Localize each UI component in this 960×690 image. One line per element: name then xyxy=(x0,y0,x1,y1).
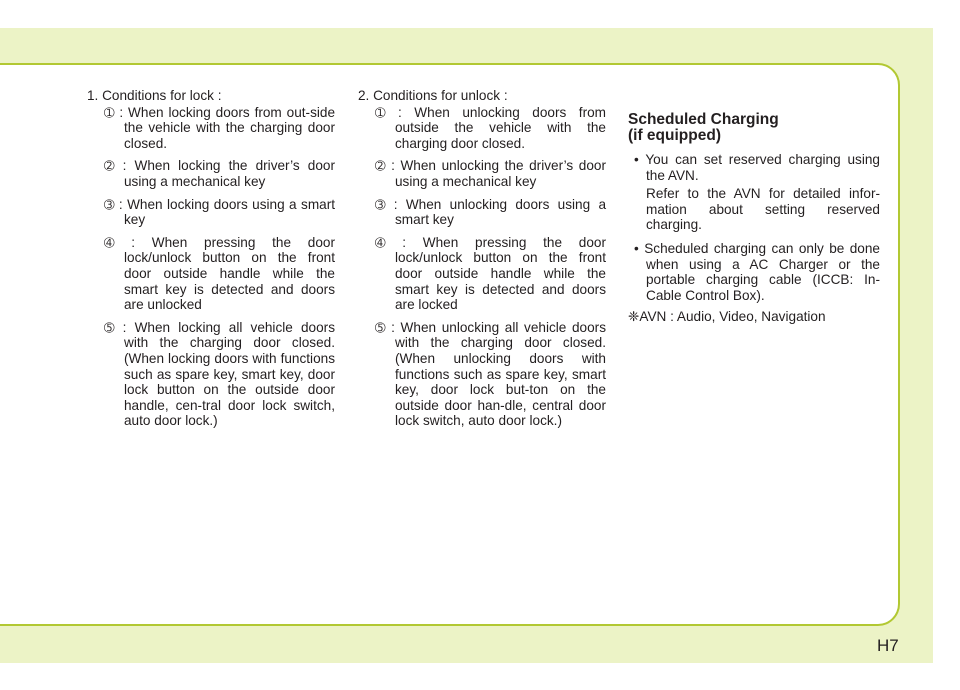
unlock-condition-item xyxy=(358,158,606,189)
unlock-condition-item xyxy=(358,105,606,152)
unlock-condition-item xyxy=(358,197,606,228)
unlock-condition-text: : When unlocking doors from outside the vehicle with the charging door closed. xyxy=(395,104,606,151)
lock-condition-text: : When locking doors using a smart key xyxy=(118,196,336,228)
section-heading xyxy=(628,112,880,144)
unlock-condition-item xyxy=(358,320,606,429)
section-heading-line1: Scheduled Charging xyxy=(628,111,779,128)
circled-number: ➀ xyxy=(104,104,115,120)
lock-conditions-title: 1. Conditions for lock : xyxy=(87,88,222,103)
lock-condition-text: : When locking doors from out-side the vehicle with the charging door closed. xyxy=(119,104,336,151)
lock-condition-item xyxy=(87,320,335,429)
lock-condition-text: : When locking the driver’s door using a mechanical key xyxy=(122,158,335,189)
lock-condition-item xyxy=(87,197,335,228)
unlock-condition-text: : When unlocking doors using a smart key xyxy=(393,196,607,228)
unlock-condition-text: : When unlocking all vehicle doors with the charging door closed. (When unlocking doors with functions such as spare key, smart key, door lock but-ton on the outside door han-dle, central door lock switch, auto door lock.) xyxy=(391,319,607,429)
unlock-condition-item xyxy=(358,235,606,313)
unlock-condition-text: : When unlocking the driver’s door using a mechanical key xyxy=(391,158,606,189)
unlock-condition-text: : When pressing the door lock/unlock button on the front door outside handle while the smart key is detected and doors are locked xyxy=(395,234,606,313)
lock-condition-item xyxy=(87,158,335,189)
circled-number: ➄ xyxy=(104,319,115,335)
lock-condition-item xyxy=(87,235,335,313)
lock-condition-item xyxy=(87,105,335,152)
lock-conditions-column xyxy=(87,88,335,436)
circled-number: ➀ xyxy=(375,104,386,120)
circled-number: ➁ xyxy=(375,158,386,174)
circled-number: ➂ xyxy=(375,196,386,212)
bullet-item: • You can set reserved charging using the AVN. xyxy=(634,152,880,183)
circled-number: ➂ xyxy=(104,196,115,212)
note-symbol-icon: ❈ xyxy=(628,309,640,325)
circled-number: ➁ xyxy=(104,158,115,174)
page-number: H7 xyxy=(877,636,899,655)
section-heading-line2: (if equipped) xyxy=(628,127,721,144)
circled-number: ➄ xyxy=(375,319,386,335)
bullet-subtext: Refer to the AVN for detailed infor-mation about setting reserved charging. xyxy=(646,186,880,233)
bullet-text: Scheduled charging can only be done when using a AC Charger or the portable charging cable (ICCB: In-Cable Control Box). xyxy=(644,240,880,303)
abbreviation-note xyxy=(628,309,880,325)
bullet-text: You can set reserved charging using the AVN. xyxy=(645,152,880,183)
unlock-conditions-column xyxy=(358,88,606,436)
lock-condition-text: : When locking all vehicle doors with the charging door closed. (When locking doors with functions such as spare key, smart key, door lock button on the outside door handle, cen-tral door lock switch, auto door lock.) xyxy=(122,319,336,429)
lock-condition-text: : When pressing the door lock/unlock button on the front door outside handle while the smart key is detected and doors are unlocked xyxy=(124,234,335,313)
bullet-item: • Scheduled charging can only be done when using a AC Charger or the portable charging cable (ICCB: In-Cable Control Box). xyxy=(634,240,880,303)
scheduled-charging-column xyxy=(628,88,880,325)
note-text: AVN : Audio, Video, Navigation xyxy=(639,309,826,325)
circled-number: ➃ xyxy=(104,234,115,250)
unlock-conditions-title: 2. Conditions for unlock : xyxy=(358,88,508,103)
circled-number: ➃ xyxy=(375,234,386,250)
